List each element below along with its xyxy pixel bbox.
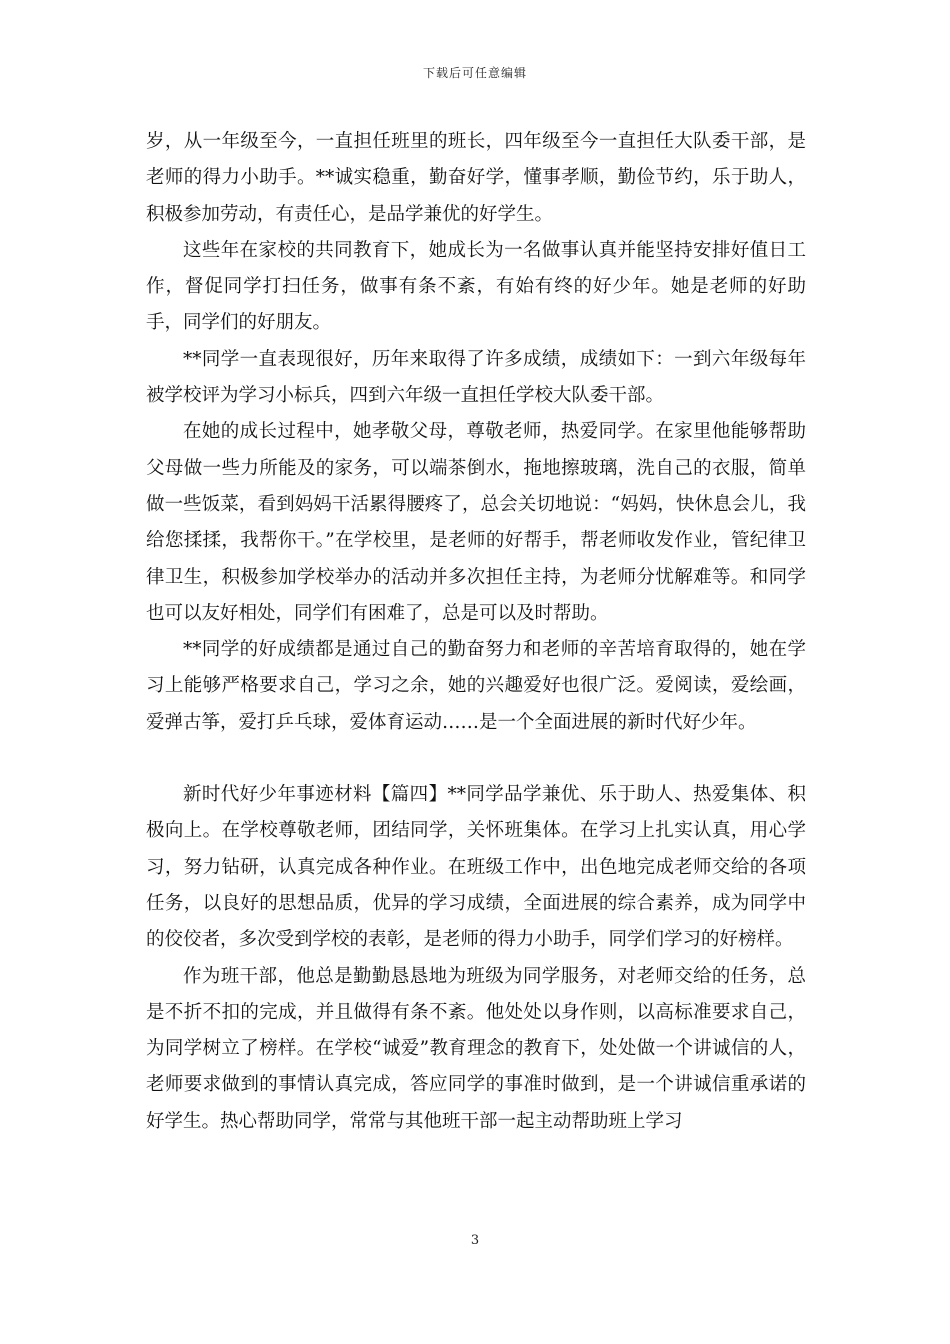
document-body bbox=[146, 124, 806, 1140]
page-number: 3 bbox=[470, 1233, 480, 1248]
section-spacer bbox=[146, 741, 806, 777]
paragraph-growth: 这些年在家校的共同教育下，她成长为一名做事认真并能坚持安排好值日工作，督促同学打扫任务，做事有条不紊，有始有终的好少年。她是老师的好助手，同学们的好朋友。 bbox=[146, 239, 806, 334]
paragraph-achievements: **同学一直表现很好，历年来取得了许多成绩，成绩如下：一到六年级每年被学校评为学习小标兵，四到六年级一直担任学校大队委干部。 bbox=[146, 348, 806, 407]
paragraph-hobbies: **同学的好成绩都是通过自己的勤奋努力和老师的辛苦培育取得的，她在学习上能够严格要求自己，学习之余，她的兴趣爱好也很广泛。爱阅读，爱绘画，爱弹古筝，爱打乒乓球，爱体育运动……是一个全面进展的新时代好少年。 bbox=[146, 639, 806, 733]
paragraph-class-cadre: 作为班干部，他总是勤勤恳恳地为班级为同学服务，对老师交给的任务，总是不折不扣的完成，并且做得有条不紊。他处处以身作则，以高标准要求自己，为同学树立了榜样。在学校“诚爱”教育理念的教育下，处处做一个讲诚信的人，老师要求做到的事情认真完成，答应同学的事准时做到，是一个讲诚信重承诺的好学生。热心帮助同学，常常与其他班干部一起主动帮助班上学习 bbox=[146, 965, 806, 1132]
paragraph-section-four-intro: 新时代好少年事迹材料【篇四】**同学品学兼优、乐于助人、热爱集体、积极向上。在学校尊敬老师，团结同学，关怀班集体。在学习上扎实认真，用心学习，努力钻研，认真完成各种作业。在班级工作中，出色地完成老师交给的各项任务，以良好的思想品质，优异的学习成绩，全面进展的综合素养，成为同学中的佼佼者，多次受到学校的表彰，是老师的得力小助手，同学们学习的好榜样。 bbox=[146, 784, 806, 951]
paragraph-family-school: 在她的成长过程中，她孝敬父母，尊敬老师，热爱同学。在家里他能够帮助父母做一些力所能及的家务，可以端茶倒水，拖地擦玻璃，洗自己的衣服，简单做一些饭菜，看到妈妈干活累得腰疼了，总会关切地说：“妈妈，快休息会儿，我给您揉揉，我帮你干。”在学校里，是老师的好帮手，帮老师收发作业，管纪律卫律卫生，积极参加学校举办的活动并多次担任主持，为老师分忧解难等。和同学也可以友好相处，同学们有困难了，总是可以及时帮助。 bbox=[146, 421, 806, 624]
page-header: 下载后可任意编辑 bbox=[422, 66, 527, 80]
paragraph-continuation: 岁，从一年级至今，一直担任班里的班长，四年级至今一直担任大队委干部，是老师的得力小助手。**诚实稳重，勤奋好学，懂事孝顺，勤俭节约，乐于助人，积极参加劳动，有责任心，是品学兼优的好学生。 bbox=[146, 131, 806, 225]
